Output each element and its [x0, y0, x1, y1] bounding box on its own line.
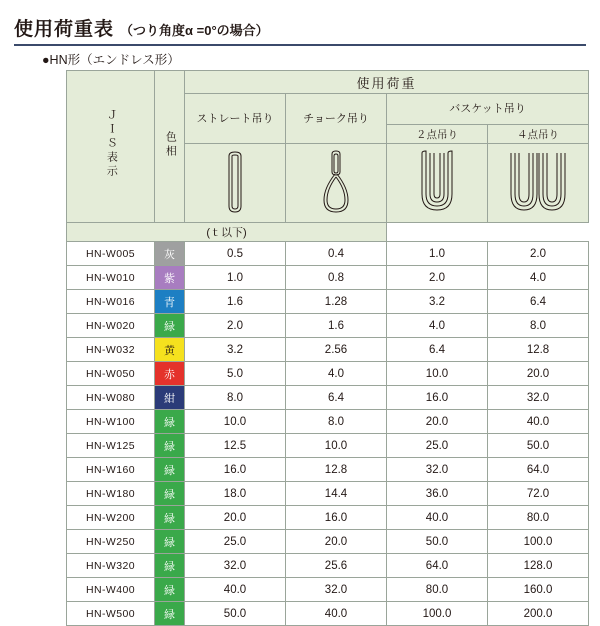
row-name: HN-W005: [67, 242, 155, 266]
table-row: [67, 434, 589, 458]
row-choke-value: 32.0: [286, 578, 387, 602]
title-divider: [14, 44, 586, 46]
row-basket2-value: 32.0: [387, 458, 488, 482]
sling-choke-icon: [286, 144, 387, 223]
row-color-swatch: 青: [155, 290, 185, 314]
row-name: HN-W080: [67, 386, 155, 410]
row-straight-value: 8.0: [185, 386, 286, 410]
row-straight-value: 40.0: [185, 578, 286, 602]
row-straight-value: 16.0: [185, 458, 286, 482]
row-basket4-value: 12.8: [488, 338, 589, 362]
row-basket4-value: 32.0: [488, 386, 589, 410]
row-name: HN-W100: [67, 410, 155, 434]
row-choke-value: 0.4: [286, 242, 387, 266]
row-color-swatch: 黄: [155, 338, 185, 362]
row-straight-value: 25.0: [185, 530, 286, 554]
row-basket4-value: 160.0: [488, 578, 589, 602]
header-choke: チョーク吊り: [286, 94, 387, 144]
row-color-swatch: 緑: [155, 554, 185, 578]
row-name: HN-W500: [67, 602, 155, 626]
page-title-sub: （つり角度α =0°の場合）: [120, 23, 269, 38]
sling-basket-2point-icon: [387, 144, 488, 223]
row-basket2-value: 4.0: [387, 314, 488, 338]
row-basket2-value: 3.2: [387, 290, 488, 314]
table-row: [67, 506, 589, 530]
table-row: [67, 554, 589, 578]
row-name: HN-W200: [67, 506, 155, 530]
row-basket4-value: 100.0: [488, 530, 589, 554]
row-name: HN-W016: [67, 290, 155, 314]
row-color-swatch: 緑: [155, 602, 185, 626]
page-title-main: 使用荷重表: [14, 19, 115, 40]
row-straight-value: 50.0: [185, 602, 286, 626]
header-color: [155, 71, 185, 223]
table-row: [67, 290, 589, 314]
row-choke-value: 4.0: [286, 362, 387, 386]
header-basket: バスケット吊り: [387, 94, 589, 125]
row-basket2-value: 16.0: [387, 386, 488, 410]
row-choke-value: 1.28: [286, 290, 387, 314]
row-name: HN-W400: [67, 578, 155, 602]
row-basket2-value: 25.0: [387, 434, 488, 458]
table-unit-row: [67, 223, 589, 242]
sling-basket-4point-icon: [488, 144, 589, 223]
row-name: HN-W010: [67, 266, 155, 290]
row-straight-value: 32.0: [185, 554, 286, 578]
row-basket4-value: 128.0: [488, 554, 589, 578]
row-choke-value: 0.8: [286, 266, 387, 290]
row-basket4-value: 200.0: [488, 602, 589, 626]
row-choke-value: 20.0: [286, 530, 387, 554]
row-basket4-value: 8.0: [488, 314, 589, 338]
row-choke-value: 10.0: [286, 434, 387, 458]
header-basket-4point: ４点吊り: [488, 125, 589, 144]
row-basket2-value: 10.0: [387, 362, 488, 386]
row-basket4-value: 72.0: [488, 482, 589, 506]
header-jis: [67, 71, 155, 223]
row-basket2-value: 50.0: [387, 530, 488, 554]
page-title: [14, 14, 269, 41]
row-choke-value: 12.8: [286, 458, 387, 482]
row-basket2-value: 20.0: [387, 410, 488, 434]
row-name: HN-W032: [67, 338, 155, 362]
row-color-swatch: 紺: [155, 386, 185, 410]
row-straight-value: 3.2: [185, 338, 286, 362]
row-color-swatch: 赤: [155, 362, 185, 386]
row-basket4-value: 40.0: [488, 410, 589, 434]
table-row: [67, 362, 589, 386]
header-basket-2point: ２点吊り: [387, 125, 488, 144]
row-basket4-value: 6.4: [488, 290, 589, 314]
row-basket2-value: 1.0: [387, 242, 488, 266]
row-basket4-value: 80.0: [488, 506, 589, 530]
row-name: HN-W160: [67, 458, 155, 482]
row-basket4-value: 50.0: [488, 434, 589, 458]
row-color-swatch: 緑: [155, 434, 185, 458]
row-color-swatch: 緑: [155, 482, 185, 506]
row-choke-value: 6.4: [286, 386, 387, 410]
row-basket4-value: 20.0: [488, 362, 589, 386]
header-color-label: 色相: [164, 130, 177, 159]
load-table-wrapper: [66, 70, 588, 626]
table-row: [67, 482, 589, 506]
row-name: HN-W180: [67, 482, 155, 506]
header-jis-label: ＪＩＳ表示: [105, 109, 118, 179]
row-basket2-value: 6.4: [387, 338, 488, 362]
row-color-swatch: 緑: [155, 578, 185, 602]
row-name: HN-W320: [67, 554, 155, 578]
header-group-title: 使用荷重: [185, 71, 589, 94]
row-basket2-value: 64.0: [387, 554, 488, 578]
row-name: HN-W250: [67, 530, 155, 554]
row-name: HN-W050: [67, 362, 155, 386]
row-basket2-value: 40.0: [387, 506, 488, 530]
section-subtitle: ●HN形（エンドレス形）: [42, 53, 180, 67]
table-row: [67, 242, 589, 266]
row-basket2-value: 36.0: [387, 482, 488, 506]
row-choke-value: 1.6: [286, 314, 387, 338]
row-straight-value: 18.0: [185, 482, 286, 506]
unit-label: (ｔ以下): [67, 223, 387, 242]
table-row: [67, 578, 589, 602]
row-basket2-value: 80.0: [387, 578, 488, 602]
row-color-swatch: 緑: [155, 314, 185, 338]
row-choke-value: 16.0: [286, 506, 387, 530]
table-row: [67, 410, 589, 434]
header-straight: ストレート吊り: [185, 94, 286, 144]
row-straight-value: 1.0: [185, 266, 286, 290]
table-row: [67, 530, 589, 554]
table-row: [67, 314, 589, 338]
row-basket4-value: 64.0: [488, 458, 589, 482]
table-body: [67, 242, 589, 626]
row-choke-value: 8.0: [286, 410, 387, 434]
row-straight-value: 2.0: [185, 314, 286, 338]
row-color-swatch: 紫: [155, 266, 185, 290]
row-straight-value: 12.5: [185, 434, 286, 458]
table-row: [67, 386, 589, 410]
row-straight-value: 5.0: [185, 362, 286, 386]
row-color-swatch: 緑: [155, 530, 185, 554]
load-table: [66, 70, 589, 626]
table-header-row-1: [67, 71, 589, 94]
row-basket4-value: 2.0: [488, 242, 589, 266]
row-choke-value: 25.6: [286, 554, 387, 578]
row-color-swatch: 灰: [155, 242, 185, 266]
row-color-swatch: 緑: [155, 506, 185, 530]
sling-straight-icon: [185, 144, 286, 223]
table-row: [67, 602, 589, 626]
row-choke-value: 40.0: [286, 602, 387, 626]
row-color-swatch: 緑: [155, 410, 185, 434]
row-basket2-value: 2.0: [387, 266, 488, 290]
table-row: [67, 458, 589, 482]
row-straight-value: 10.0: [185, 410, 286, 434]
row-basket4-value: 4.0: [488, 266, 589, 290]
table-row: [67, 338, 589, 362]
table-row: [67, 266, 589, 290]
row-basket2-value: 100.0: [387, 602, 488, 626]
row-straight-value: 0.5: [185, 242, 286, 266]
row-choke-value: 2.56: [286, 338, 387, 362]
row-choke-value: 14.4: [286, 482, 387, 506]
row-name: HN-W020: [67, 314, 155, 338]
row-name: HN-W125: [67, 434, 155, 458]
row-color-swatch: 緑: [155, 458, 185, 482]
row-straight-value: 20.0: [185, 506, 286, 530]
row-straight-value: 1.6: [185, 290, 286, 314]
